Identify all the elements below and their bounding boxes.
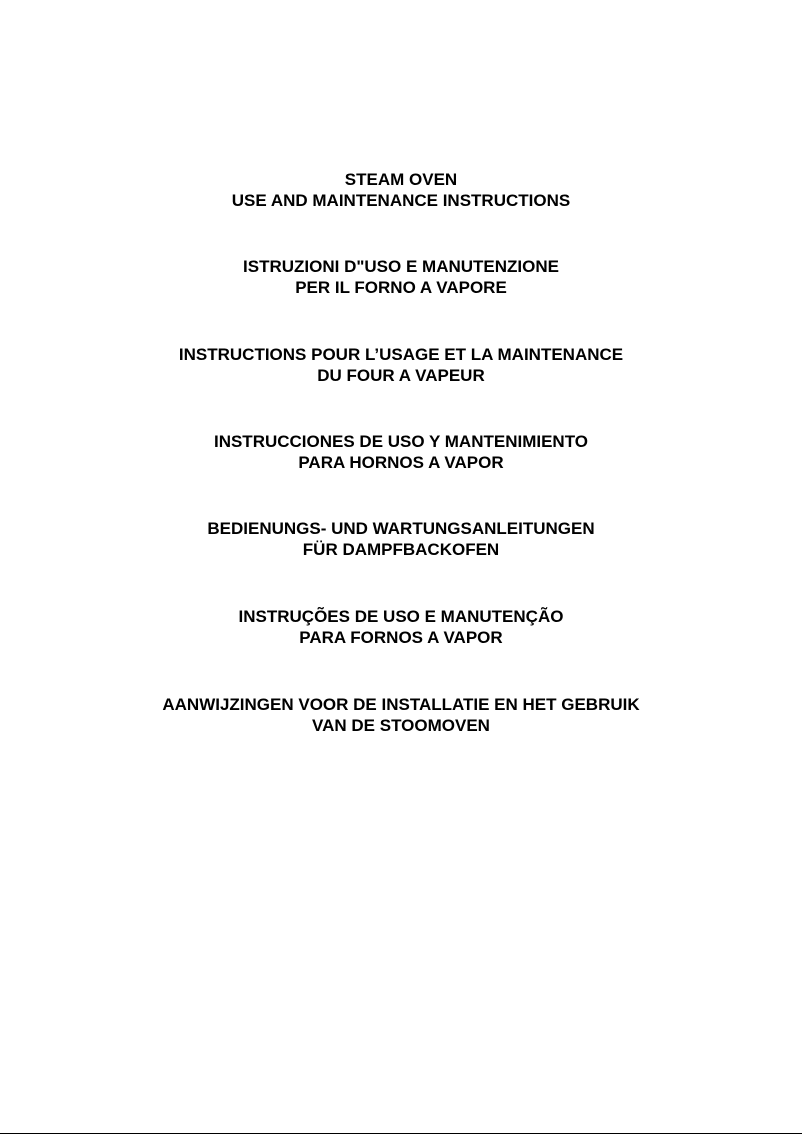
title-line: DU FOUR A VAPEUR — [317, 366, 485, 385]
title-line: PARA FORNOS A VAPOR — [299, 628, 503, 647]
title-block-italian — [0, 256, 802, 298]
title-block-portuguese — [0, 606, 802, 648]
title-line: INSTRUÇÕES DE USO E MANUTENÇÃO — [238, 607, 564, 626]
title-line: PARA HORNOS A VAPOR — [298, 453, 504, 472]
title-block-spanish — [0, 431, 802, 473]
title-line: STEAM OVEN — [344, 170, 458, 189]
title-block-english — [0, 169, 802, 211]
title-line: ISTRUZIONI D"USO E MANUTENZIONE — [243, 257, 559, 276]
title-block-french — [0, 344, 802, 386]
title-line: PER IL FORNO A VAPORE — [295, 278, 507, 297]
title-line: INSTRUCCIONES DE USO Y MANTENIMIENTO — [213, 432, 589, 451]
title-line: BEDIENUNGS- UND WARTUNGSANLEITUNGEN — [207, 519, 595, 538]
title-block-dutch — [0, 694, 802, 736]
title-line: VAN DE STOOMOVEN — [312, 716, 490, 735]
title-line: INSTRUCTIONS POUR L’USAGE ET LA MAINTENANCE — [178, 345, 624, 364]
title-line: FÜR DAMPFBACKOFEN — [302, 540, 500, 559]
title-block-german — [0, 518, 802, 560]
title-line: AANWIJZINGEN VOOR DE INSTALLATIE EN HET GEBRUIK — [162, 695, 640, 714]
page-bottom-divider — [0, 1133, 802, 1134]
title-line: USE AND MAINTENANCE INSTRUCTIONS — [231, 191, 571, 210]
